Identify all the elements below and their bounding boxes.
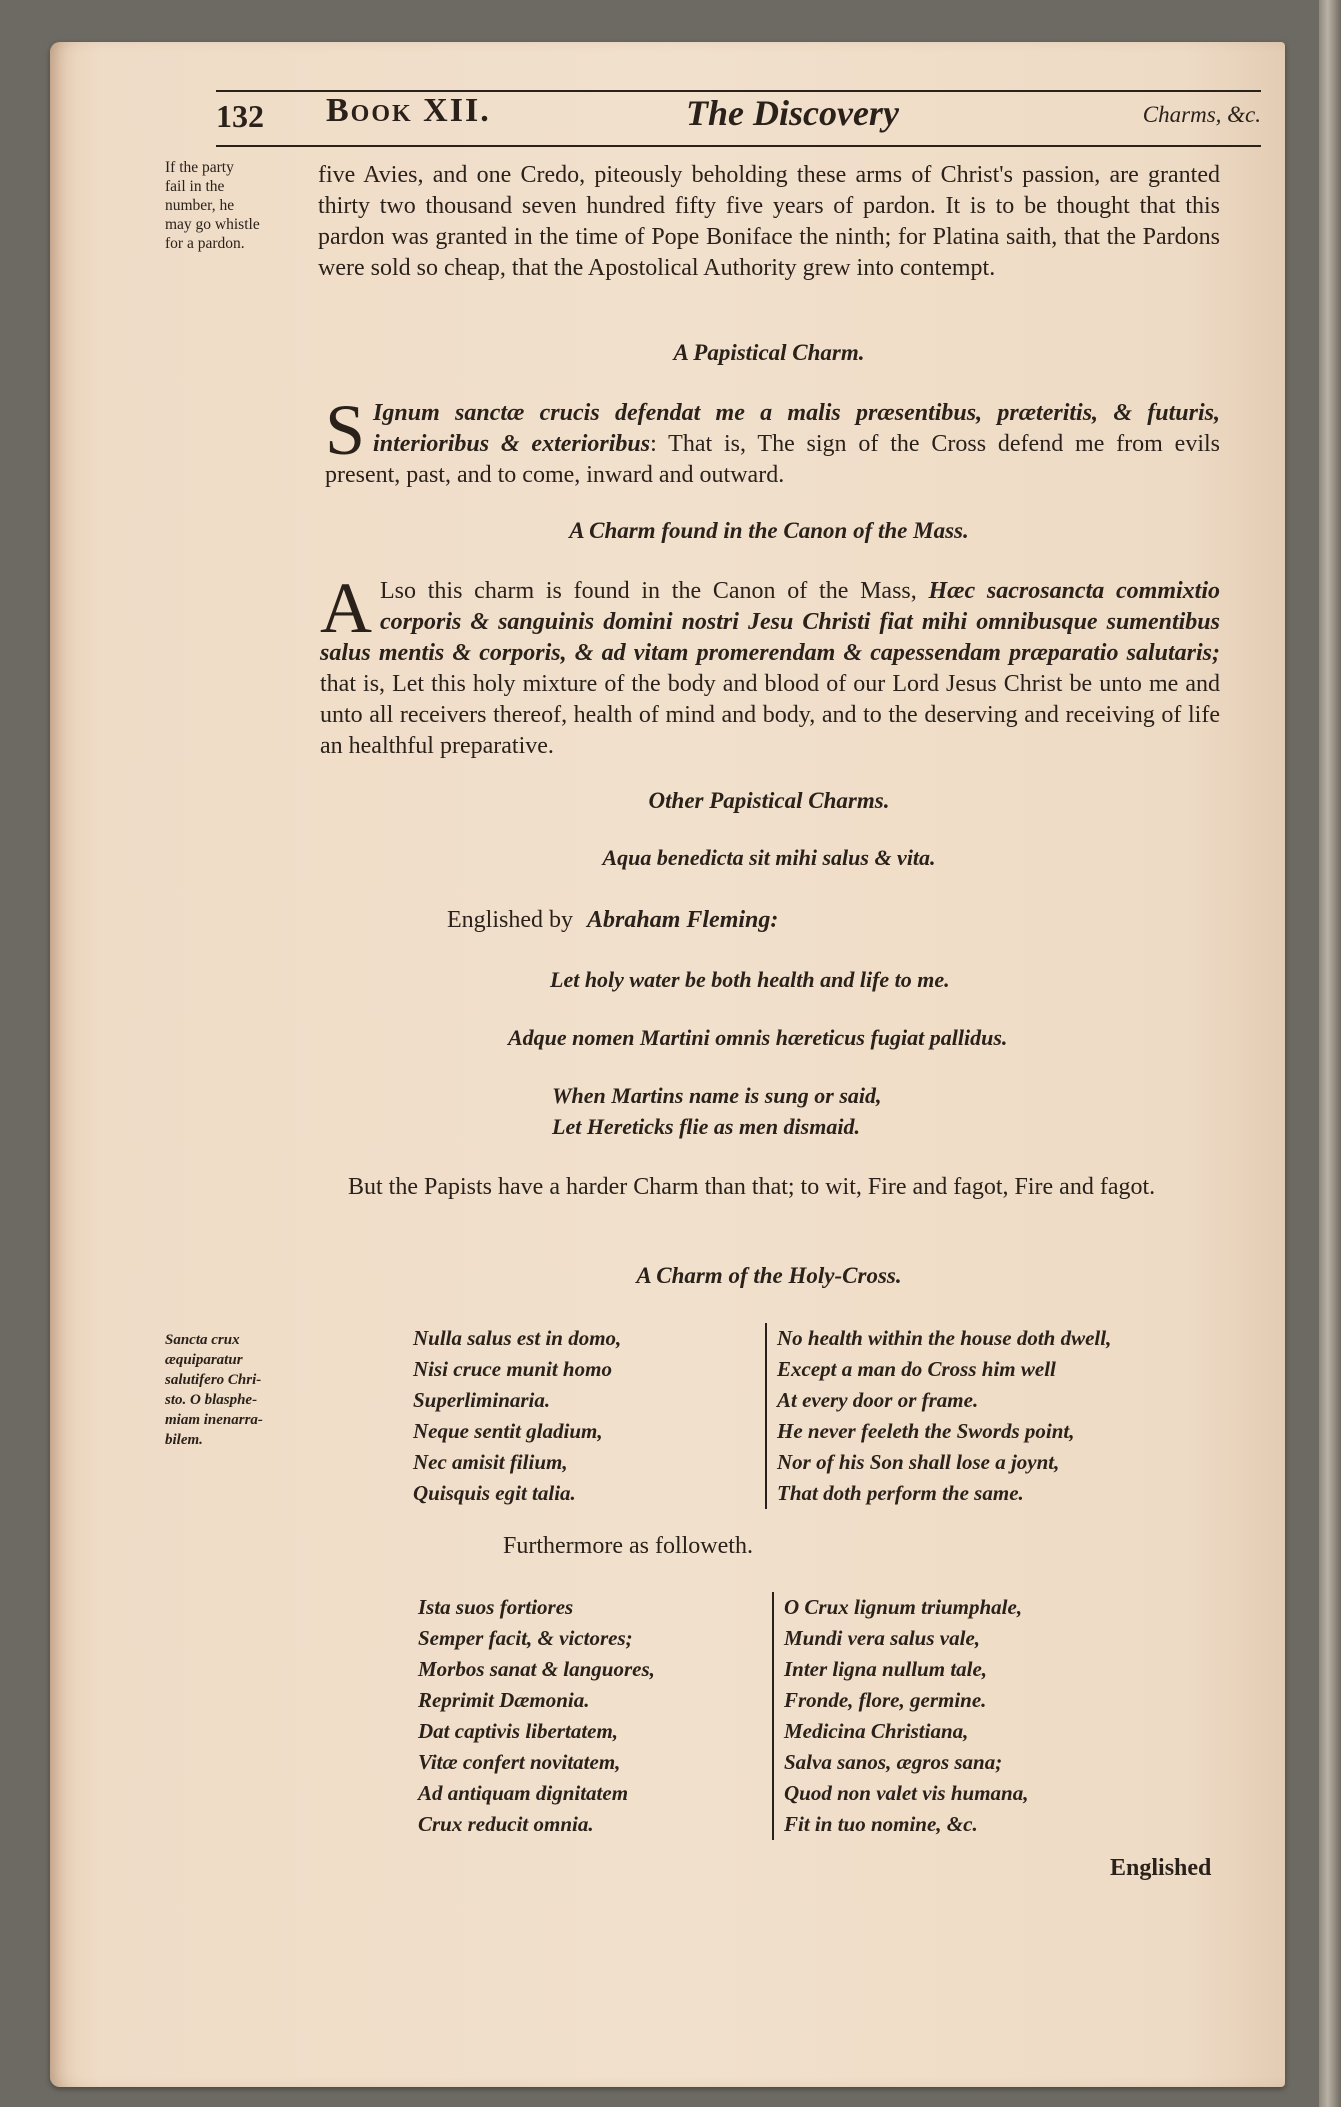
furthermore-line: Furthermore as followeth.: [503, 1533, 753, 1559]
catchword: Englished: [1110, 1855, 1212, 1881]
book-edge: [1319, 0, 1341, 2107]
margin-line: Sancta crux: [165, 1332, 240, 1348]
heading-canon-of-mass: A Charm found in the Canon of the Mass.: [569, 518, 969, 543]
verse-line: That doth perform the same.: [777, 1481, 1024, 1505]
header-rule-bottom: [216, 145, 1261, 147]
holycross-latin-column: [413, 1323, 743, 1509]
english-text: that is, Let this holy mixture of the body and blood of our Lord Jesus Christ be unto me and unto all receivers thereof, health of mind and body, and to the deserving and receiving of life an healthful preparative.: [320, 671, 1220, 759]
verse-line: Except a man do Cross him well: [777, 1357, 1056, 1381]
verse-line: Vitæ confert novitatem,: [418, 1750, 621, 1774]
margin-line: for a pardon.: [165, 235, 245, 252]
margin-line: miam inenarra-: [165, 1412, 263, 1428]
verse-line: Crux reducit omnia.: [418, 1812, 594, 1836]
verse-line: Ista suos fortiores: [418, 1595, 574, 1619]
margin-line: æquiparatur: [165, 1352, 243, 1368]
heading-other-charms: Other Papistical Charms.: [648, 788, 890, 813]
verse-line: Nisi cruce munit homo: [413, 1357, 612, 1381]
drop-cap: S: [325, 390, 366, 470]
paragraph-sign-of-cross: [325, 390, 1220, 491]
running-header: [216, 90, 1261, 140]
verse-line: No health within the house doth dwell,: [777, 1326, 1112, 1350]
verse-line: When Martins name is sung or said,: [552, 1083, 882, 1108]
verse-line: Nulla salus est in domo,: [413, 1326, 622, 1350]
verse-line: Reprimit Dæmonia.: [418, 1688, 590, 1712]
aqua-english: Let holy water be both health and life to me.: [550, 967, 950, 992]
margin-line: number, he: [165, 197, 235, 214]
page-number: 132: [216, 98, 264, 134]
verse-line: At every door or frame.: [777, 1388, 979, 1412]
englished-by-line: [447, 907, 778, 934]
verse-line: Medicina Christiana,: [784, 1719, 969, 1743]
verse-line: Neque sentit gladium,: [413, 1419, 603, 1443]
intro-text: Lso this charm is found in the Canon of the Mass,: [380, 578, 917, 604]
verse-line: Nor of his Son shall lose a joynt,: [777, 1450, 1060, 1474]
verse-line: Fit in tuo nomine, &c.: [784, 1812, 978, 1836]
verse-line: Fronde, flore, germine.: [784, 1688, 987, 1712]
book-number: Book XII.: [326, 92, 491, 129]
margin-line: bilem.: [165, 1432, 203, 1448]
running-title: The Discovery: [686, 93, 899, 133]
section-title: Charms, &c.: [1142, 102, 1261, 127]
margin-line: fail in the: [165, 178, 225, 195]
margin-line: may go whistle: [165, 216, 260, 233]
verse-line: Inter ligna nullum tale,: [784, 1657, 988, 1681]
verse-line: Let Hereticks flie as men dismaid.: [552, 1114, 860, 1139]
margin-line: If the party: [165, 159, 234, 176]
verse-line: Dat captivis libertatem,: [418, 1719, 619, 1743]
englished-by-label: Englished by: [447, 907, 573, 933]
verse-line: Quod non valet vis humana,: [784, 1781, 1029, 1805]
drop-cap: A: [320, 568, 372, 648]
margin-note-pardon: [165, 158, 315, 253]
verse-line: Mundi vera salus vale,: [784, 1626, 981, 1650]
holycross-english-column: [765, 1323, 1207, 1509]
verse-line: Ad antiquam dignitatem: [418, 1781, 629, 1805]
margin-line: salutifero Chri-: [165, 1372, 262, 1388]
heading-papistical-charm: A Papistical Charm.: [673, 340, 865, 365]
verse-line: Nec amisit filium,: [413, 1450, 568, 1474]
crux-latin-column-left: [418, 1592, 748, 1840]
verse-line: Salva sanos, ægros sana;: [784, 1750, 1003, 1774]
verse-line: Quisquis egit talia.: [413, 1481, 576, 1505]
aqua-latin: Aqua benedicta sit mihi salus & vita.: [602, 845, 936, 870]
paragraph-canon-charm: [320, 568, 1220, 762]
crux-latin-column-right: [772, 1592, 1204, 1840]
margin-line: sto. O blasphe-: [165, 1392, 258, 1408]
english-text: : That is, The sign of the Cross defend me from evils present, past, and to come, inward and outward.: [325, 431, 1220, 488]
paragraph-pardon: five Avies, and one Credo, piteously beholding these arms of Christ's passion, are granted thirty two thousand seven hundred fifty five years of pardon. It is to be thought that this pardon was granted in the time of Pope Boniface the ninth; for Platina saith, that the Pardons were sold so cheap, that the Apostolical Authority grew into contempt.: [318, 162, 1220, 281]
margin-note-blasphemy: [165, 1330, 315, 1450]
verse-line: He never feeleth the Swords point,: [777, 1419, 1075, 1443]
latin-text: Ignum sanctæ crucis defendat me a malis præsentibus, præteritis, & futuris, interioribus & exterioribus: [373, 400, 1220, 457]
verse-line: Morbos sanat & languores,: [418, 1657, 655, 1681]
verse-line: Semper facit, & victores;: [418, 1626, 633, 1650]
heading-holy-cross: A Charm of the Holy-Cross.: [636, 1263, 902, 1288]
verse-line: Superliminaria.: [413, 1388, 551, 1412]
latin-text: Hæc sacrosancta commixtio corporis & sanguinis domini nostri Jesu Christi fiat mihi omnibusque sumentibus salus mentis & corporis, & ad vitam promerendam & capessendam præparatio salutaris;: [320, 578, 1220, 666]
martini-english: [552, 1080, 882, 1142]
verse-line: O Crux lignum triumphale,: [784, 1595, 1023, 1619]
martini-latin: Adque nomen Martini omnis hæreticus fugiat pallidus.: [508, 1025, 1008, 1050]
paragraph-fire-and-fagot: But the Papists have a harder Charm than that; to wit, Fire and fagot, Fire and fagot.: [348, 1174, 1156, 1200]
translator-name: Abraham Fleming:: [587, 907, 779, 933]
